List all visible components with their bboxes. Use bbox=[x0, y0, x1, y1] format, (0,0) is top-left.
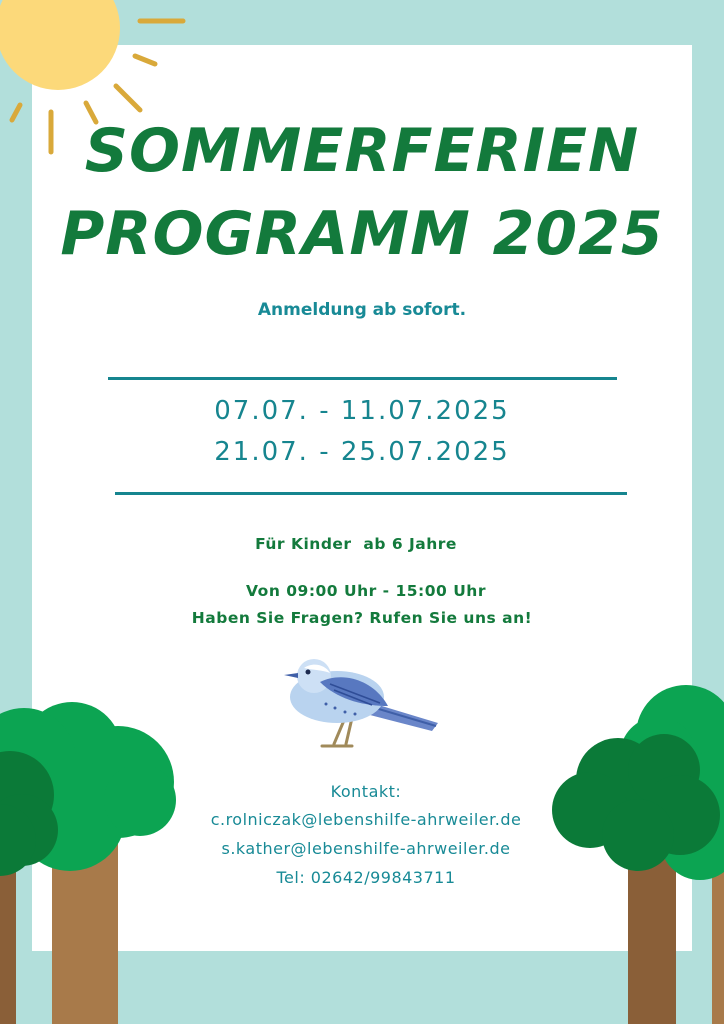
audience-text: Für Kinder ab 6 Jahre bbox=[255, 535, 457, 553]
contact-phone[interactable]: Tel: 02642/99843711 bbox=[276, 868, 456, 887]
title-line-2: PROGRAMM 2025 bbox=[60, 199, 664, 269]
hours-text: Von 09:00 Uhr - 15:00 Uhr bbox=[246, 582, 486, 600]
question-text: Haben Sie Fragen? Rufen Sie uns an! bbox=[191, 609, 533, 627]
date-range-1: 07.07. - 11.07.2025 bbox=[214, 396, 510, 426]
contact-label: Kontakt: bbox=[330, 782, 402, 801]
contact-email-2[interactable]: s.kather@lebenshilfe-ahrweiler.de bbox=[221, 839, 511, 858]
date-range-2: 21.07. - 25.07.2025 bbox=[214, 437, 510, 467]
registration-note: Anmeldung ab sofort. bbox=[257, 300, 467, 320]
title-line-1: SOMMERFERIEN bbox=[84, 116, 640, 186]
contact-email-1[interactable]: c.rolniczak@lebenshilfe-ahrweiler.de bbox=[210, 810, 522, 829]
